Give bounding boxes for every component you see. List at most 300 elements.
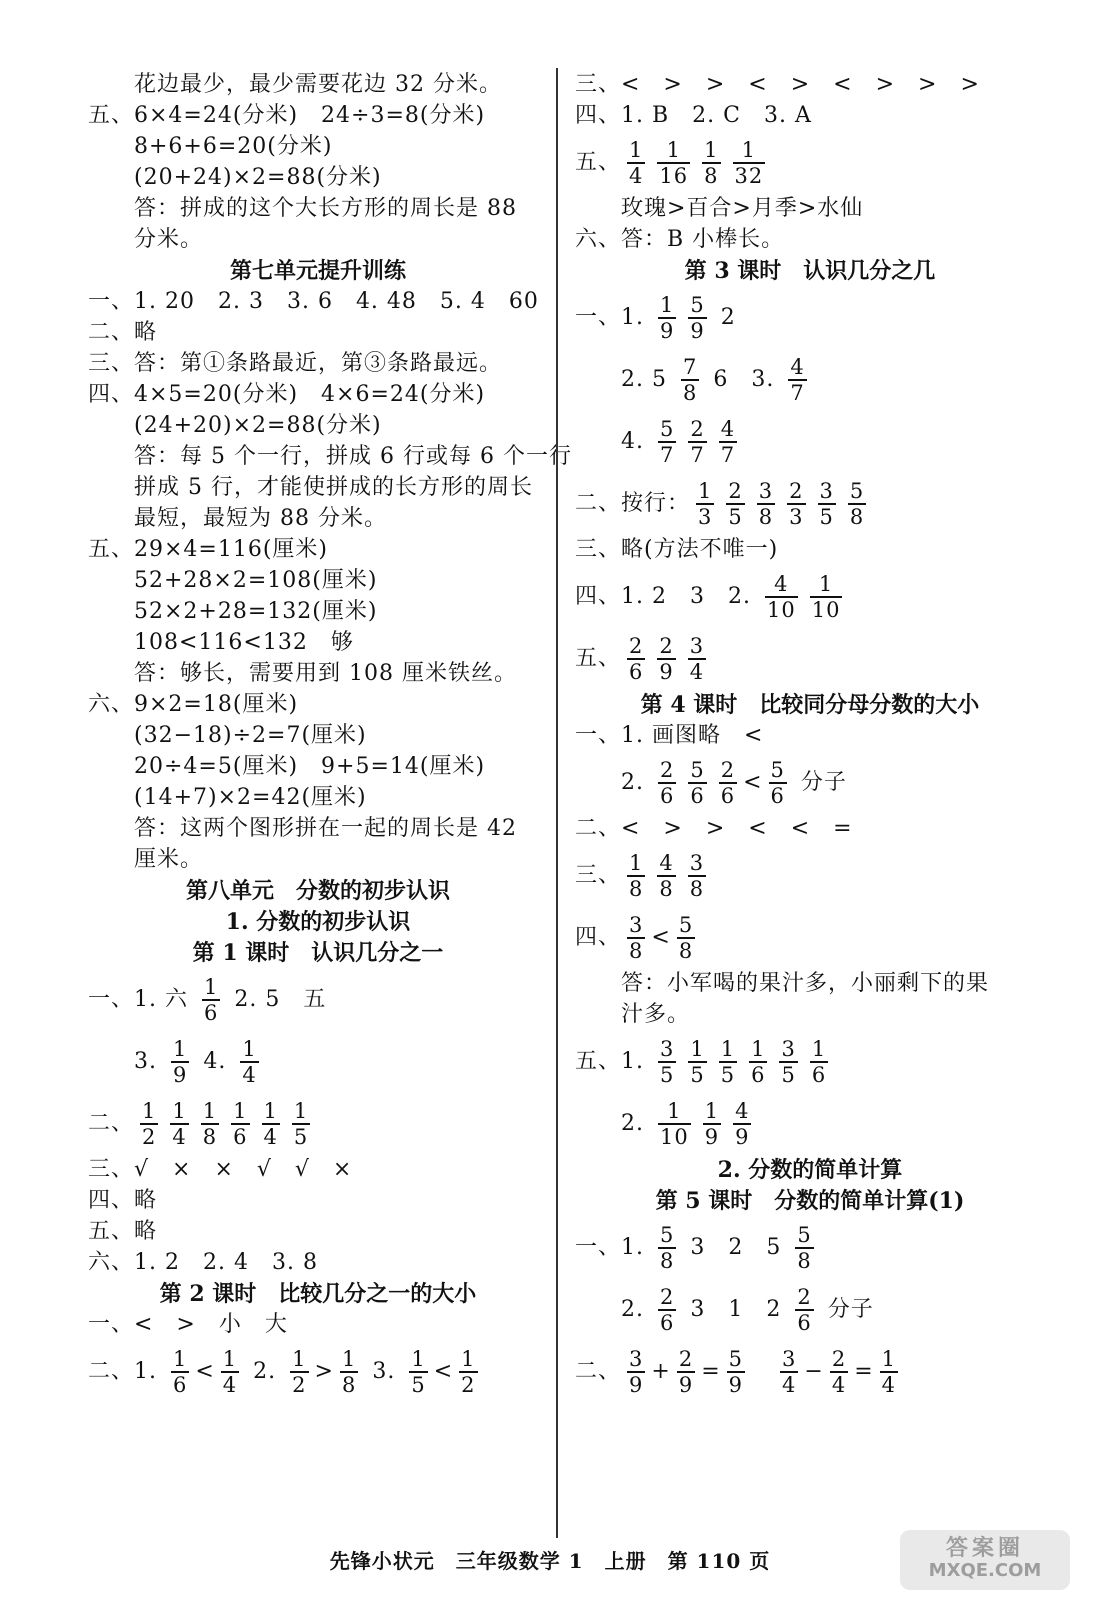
- fraction-numerator: 3: [629, 913, 644, 937]
- fraction: [290, 1347, 308, 1397]
- answer-text: 五、: [575, 646, 622, 671]
- fraction-numerator: 5: [797, 1223, 812, 1247]
- fraction: [780, 1347, 798, 1397]
- watermark-logo: [900, 1530, 1070, 1590]
- fraction-denominator: 8: [797, 1249, 812, 1273]
- answer-line: [88, 380, 548, 411]
- answer-line: [88, 690, 548, 721]
- fraction: [627, 913, 645, 963]
- fraction-denominator: 6: [172, 1373, 188, 1397]
- section-heading: [575, 1186, 1045, 1217]
- answer-line: [575, 194, 1045, 225]
- fraction: [726, 479, 744, 529]
- answer-text: 2. 5: [621, 367, 675, 392]
- answer-text: =: [854, 1359, 874, 1384]
- fraction: [788, 355, 806, 405]
- fraction-denominator: 8: [758, 505, 774, 529]
- answer-text: 三、略(方法不唯一): [575, 537, 779, 562]
- answer-text: 4.: [621, 429, 652, 454]
- fraction-denominator: 6: [233, 1125, 248, 1149]
- answer-line: [88, 504, 548, 535]
- fraction-numerator: 2: [678, 1347, 694, 1371]
- fraction-denominator: 8: [659, 1249, 675, 1273]
- answer-line: [88, 1341, 548, 1403]
- fraction-numerator: 1: [751, 1037, 766, 1061]
- fraction-numerator: 3: [689, 634, 705, 658]
- fraction-denominator: 7: [720, 443, 736, 467]
- answer-line: [88, 1310, 548, 1341]
- section-heading: [88, 256, 548, 287]
- fraction-numerator: 7: [682, 355, 698, 379]
- fraction: [757, 479, 775, 529]
- fraction-numerator: 1: [172, 1037, 188, 1061]
- fraction-denominator: 4: [689, 660, 705, 684]
- fraction-denominator: 6: [720, 784, 736, 808]
- fraction: [201, 1099, 219, 1149]
- answer-text: 一、1. 20 2. 3 3. 6 4. 48 5. 4 60: [88, 289, 539, 314]
- answer-text: 6 3.: [705, 367, 783, 392]
- fraction-denominator: 7: [659, 443, 675, 467]
- answer-text: 四、1. 2 3 2.: [575, 584, 759, 609]
- answer-text: 答：拼成的这个大长方形的周长是 88: [134, 196, 517, 221]
- page-footer: 先锋小状元 三年级数学 1 上册 第 110 页: [329, 1549, 771, 1573]
- answer-line: [575, 1341, 1045, 1403]
- answer-text: (14+7)×2=42(厘米): [134, 785, 367, 810]
- answer-text: +: [651, 1359, 671, 1384]
- answer-text: 二、: [575, 1359, 622, 1384]
- answer-text: 2. 5 五: [226, 987, 327, 1012]
- fraction: [719, 417, 737, 467]
- fraction-numerator: 1: [659, 293, 675, 317]
- fraction-denominator: 6: [659, 784, 675, 808]
- fraction: [779, 1037, 797, 1087]
- fraction: [688, 417, 706, 467]
- answer-text: 花边最少，最少需要花边 32 分米。: [134, 72, 502, 97]
- fraction: [688, 293, 706, 343]
- fraction-numerator: 1: [222, 1347, 238, 1371]
- fraction-numerator: 5: [770, 758, 785, 782]
- fraction-denominator: 6: [811, 1063, 827, 1087]
- answer-text: 一、1.: [575, 1235, 652, 1260]
- answer-text: 2.: [621, 1297, 652, 1322]
- fraction-numerator: 1: [704, 138, 719, 162]
- answer-text: 2.: [621, 1111, 652, 1136]
- answer-line: [88, 814, 548, 845]
- answer-line: [88, 349, 548, 380]
- answer-text: 一、1. 六: [88, 987, 196, 1012]
- fraction-denominator: 5: [411, 1373, 426, 1397]
- fraction-numerator: 2: [659, 758, 675, 782]
- fraction-denominator: 8: [202, 1125, 218, 1149]
- answer-line: [88, 194, 548, 225]
- fraction-denominator: 8: [629, 939, 644, 963]
- answer-text: 四、1. B 2. C 3. A: [575, 103, 812, 128]
- fraction: [658, 1037, 676, 1087]
- answer-line: [575, 1000, 1045, 1031]
- fraction: [848, 479, 866, 529]
- answer-text: 3.: [364, 1359, 404, 1384]
- answer-text: 二、1.: [88, 1359, 165, 1384]
- fraction: [681, 355, 699, 405]
- fraction: [409, 1347, 427, 1397]
- watermark-text: 答案圈: [945, 1536, 1024, 1561]
- fraction-denominator: 5: [781, 1063, 796, 1087]
- fraction-denominator: 9: [704, 1125, 720, 1149]
- fraction: [657, 851, 675, 901]
- answer-line: [88, 132, 548, 163]
- fraction-denominator: 32: [734, 164, 764, 188]
- fraction: [240, 1037, 258, 1087]
- fraction-numerator: 1: [233, 1099, 248, 1123]
- answer-line: [88, 473, 548, 504]
- fraction-denominator: 4: [263, 1125, 278, 1149]
- fraction-numerator: 1: [341, 1347, 357, 1371]
- answer-line: [88, 442, 572, 473]
- fraction-numerator: 1: [263, 1099, 278, 1123]
- fraction: [658, 1285, 676, 1335]
- fraction: [688, 1037, 706, 1087]
- answer-line: [575, 721, 1045, 752]
- fraction-denominator: 2: [142, 1125, 157, 1149]
- fraction: [627, 851, 645, 901]
- answer-line: [88, 318, 548, 349]
- fraction-numerator: 3: [781, 1037, 796, 1061]
- fraction-numerator: 1: [690, 1037, 705, 1061]
- answer-text: 拼成 5 行，才能使拼成的长方形的周长: [134, 475, 533, 500]
- answer-text: (20+24)×2=88(分米): [134, 165, 382, 190]
- answer-text: 三、√ × × √ √ ×: [88, 1157, 353, 1182]
- fraction-numerator: 2: [659, 1285, 675, 1309]
- answer-text: 2.: [621, 770, 652, 795]
- fraction-denominator: 8: [341, 1373, 357, 1397]
- answer-line: [88, 70, 548, 101]
- answer-text: 一、1. 画图略 <: [575, 723, 764, 748]
- answer-text: 二、: [88, 1111, 135, 1136]
- answer-line: [575, 132, 1045, 194]
- fraction-denominator: 9: [172, 1063, 188, 1087]
- section-heading: [575, 690, 1045, 721]
- answer-line: [88, 721, 548, 752]
- fraction-numerator: 1: [818, 572, 834, 596]
- fraction-denominator: 7: [790, 381, 805, 405]
- fraction: [658, 1099, 691, 1149]
- fraction-denominator: 3: [698, 505, 713, 529]
- answer-text: 2. 分数的简单计算: [717, 1157, 903, 1183]
- fraction-numerator: 5: [690, 293, 705, 317]
- answer-line: [88, 1031, 548, 1093]
- fraction-numerator: 2: [720, 758, 736, 782]
- fraction-denominator: 9: [735, 1125, 750, 1149]
- fraction-numerator: 1: [242, 1037, 257, 1061]
- answer-text: 3 2 5: [682, 1235, 790, 1260]
- fraction-numerator: 3: [689, 851, 705, 875]
- fraction: [795, 1285, 813, 1335]
- answer-line: [575, 535, 1045, 566]
- fraction-denominator: 10: [766, 598, 796, 622]
- fraction-denominator: 4: [782, 1373, 797, 1397]
- fraction: [769, 758, 787, 808]
- answer-line: [88, 411, 548, 442]
- fraction-denominator: 9: [728, 1373, 744, 1397]
- answer-line: [88, 597, 548, 628]
- fraction: [202, 975, 220, 1025]
- answer-text: >: [314, 1359, 334, 1384]
- answer-line: [88, 287, 548, 318]
- fraction: [658, 758, 676, 808]
- answer-text: 分子: [819, 1297, 874, 1322]
- answer-text: 52+28×2=108(厘米): [134, 568, 378, 593]
- fraction-numerator: 1: [666, 138, 681, 162]
- fraction: [688, 634, 706, 684]
- fraction-denominator: 10: [811, 598, 841, 622]
- answer-line: [88, 752, 548, 783]
- section-heading: [575, 256, 1045, 287]
- answer-text: 答：这两个图形拼在一起的周长是 42: [134, 816, 517, 841]
- fraction-denominator: 9: [659, 319, 675, 343]
- answer-line: [575, 1031, 1045, 1093]
- fraction-numerator: 5: [659, 417, 675, 441]
- answer-line: [575, 287, 1045, 349]
- fraction: [658, 417, 676, 467]
- answer-text: 五、1.: [575, 1049, 652, 1074]
- answer-line: [575, 411, 1045, 473]
- answer-text: 20÷4=5(厘米) 9+5=14(厘米): [134, 754, 486, 779]
- fraction-numerator: 2: [789, 479, 804, 503]
- fraction: [688, 851, 706, 901]
- answer-line: [88, 535, 548, 566]
- fraction-denominator: 4: [222, 1373, 238, 1397]
- section-heading: [88, 876, 548, 907]
- fraction: [880, 1347, 898, 1397]
- answer-text: <: [743, 770, 763, 795]
- answer-line: [575, 752, 1045, 814]
- answer-line: [575, 814, 1045, 845]
- answer-line: [575, 225, 1045, 256]
- answer-text: 六、答：B 小棒长。: [575, 227, 785, 252]
- fraction-denominator: 8: [629, 877, 644, 901]
- answer-text: 二、< > > < < =: [575, 816, 853, 841]
- answer-line: [88, 1155, 548, 1186]
- fraction-denominator: 7: [690, 443, 705, 467]
- section-heading: [88, 907, 548, 938]
- fraction: [221, 1347, 239, 1397]
- fraction: [696, 479, 714, 529]
- fraction-denominator: 16: [659, 164, 689, 188]
- fraction-numerator: 1: [293, 1099, 309, 1123]
- answer-text: (24+20)×2=88(分米): [134, 413, 382, 438]
- fraction: [818, 479, 836, 529]
- fraction-numerator: 5: [690, 758, 705, 782]
- answer-text: 答：小军喝的果汁多，小丽剩下的果: [621, 971, 990, 996]
- fraction-denominator: 5: [720, 1063, 736, 1087]
- answer-text: 2: [712, 305, 736, 330]
- answer-text: 五、: [575, 150, 622, 175]
- fraction-numerator: 3: [819, 479, 834, 503]
- answer-line: [575, 473, 1045, 535]
- fraction: [677, 913, 695, 963]
- left-column: [88, 70, 572, 1403]
- answer-line: [88, 783, 548, 814]
- fraction: [657, 634, 675, 684]
- watermark-url: MXQE.COM: [928, 1560, 1042, 1581]
- answer-text: 第 2 课时 比较几分之一的大小: [159, 1281, 477, 1307]
- fraction-denominator: 6: [751, 1063, 766, 1087]
- section-heading: [575, 1155, 1045, 1186]
- answer-text: 3.: [134, 1049, 165, 1074]
- answer-line: [88, 1217, 548, 1248]
- answer-text: 第 3 课时 认识几分之几: [684, 258, 936, 284]
- answer-line: [88, 1248, 548, 1279]
- fraction-denominator: 5: [690, 1063, 705, 1087]
- answer-line: [575, 101, 1045, 132]
- answer-text: 六、9×2=18(厘米): [88, 692, 299, 717]
- fraction-denominator: 8: [849, 505, 865, 529]
- answer-text: 六、1. 2 2. 4 3. 8: [88, 1250, 318, 1275]
- answer-line: [575, 907, 1045, 969]
- answer-text: 答：每 5 个一行，拼成 6 行或每 6 个一行: [134, 444, 572, 469]
- answer-text: 厘米。: [134, 847, 204, 872]
- fraction-numerator: 5: [678, 913, 694, 937]
- fraction-denominator: 10: [659, 1125, 689, 1149]
- fraction-numerator: 5: [849, 479, 865, 503]
- answer-text: (32−18)÷2=7(厘米): [134, 723, 367, 748]
- answer-text: 四、4×5=20(分米) 4×6=24(分米): [88, 382, 486, 407]
- fraction: [262, 1099, 280, 1149]
- fraction: [727, 1347, 745, 1397]
- column-divider: [556, 68, 558, 1538]
- fraction: [658, 1223, 676, 1273]
- answer-line: [88, 969, 548, 1031]
- fraction-numerator: 1: [629, 138, 644, 162]
- answer-text: 三、< > > < > < > > >: [575, 72, 980, 97]
- fraction-denominator: 9: [690, 319, 705, 343]
- fraction-denominator: 6: [690, 784, 705, 808]
- answer-text: −: [804, 1359, 824, 1384]
- fraction: [140, 1099, 158, 1149]
- answer-text: 汁多。: [621, 1002, 691, 1027]
- fraction-numerator: 4: [774, 572, 789, 596]
- fraction: [657, 138, 690, 188]
- fraction: [170, 1099, 188, 1149]
- answer-text: 108<116<132 够: [134, 630, 354, 655]
- answer-text: =: [701, 1359, 721, 1384]
- answer-text: 四、略: [88, 1188, 158, 1213]
- fraction: [795, 1223, 813, 1273]
- fraction: [627, 1347, 645, 1397]
- fraction-numerator: 1: [698, 479, 713, 503]
- fraction: [749, 1037, 767, 1087]
- fraction: [810, 1037, 828, 1087]
- fraction-denominator: 8: [659, 877, 674, 901]
- fraction-numerator: 2: [690, 417, 705, 441]
- answer-line: [575, 566, 1045, 628]
- fraction: [677, 1347, 695, 1397]
- fraction-denominator: 2: [461, 1373, 476, 1397]
- answer-line: [575, 1217, 1045, 1279]
- fraction: [765, 572, 798, 622]
- answer-text: 一、< > 小 大: [88, 1312, 288, 1337]
- fraction-denominator: 2: [292, 1373, 307, 1397]
- fraction-denominator: 4: [881, 1373, 897, 1397]
- answer-line: [575, 1279, 1045, 1341]
- answer-text: 四、: [575, 925, 622, 950]
- section-heading: [88, 938, 548, 969]
- fraction: [171, 1037, 189, 1087]
- fraction-numerator: 5: [659, 1223, 675, 1247]
- fraction-numerator: 1: [811, 1037, 827, 1061]
- fraction-numerator: 1: [704, 1099, 720, 1123]
- fraction: [171, 1347, 189, 1397]
- answer-line: [575, 70, 1045, 101]
- fraction-denominator: 9: [629, 1373, 644, 1397]
- answer-line: [88, 845, 548, 876]
- answer-text: 分米。: [134, 227, 204, 252]
- fraction: [688, 758, 706, 808]
- fraction: [719, 758, 737, 808]
- fraction-denominator: 5: [659, 1063, 675, 1087]
- fraction-numerator: 2: [831, 1347, 847, 1371]
- fraction-numerator: 1: [667, 1099, 682, 1123]
- answer-text: <: [651, 925, 671, 950]
- fraction: [292, 1099, 310, 1149]
- fraction-denominator: 3: [789, 505, 804, 529]
- fraction: [787, 479, 805, 529]
- fraction: [733, 1099, 751, 1149]
- answer-text: 三、答：第①条路最近，第③条路最远。: [88, 351, 503, 376]
- answer-text: <: [433, 1359, 454, 1384]
- answer-text: 二、按行：: [575, 491, 691, 516]
- fraction-numerator: 5: [728, 1347, 744, 1371]
- fraction-numerator: 3: [659, 1037, 675, 1061]
- fraction: [702, 138, 720, 188]
- fraction-numerator: 1: [172, 1099, 187, 1123]
- answer-text: 二、略: [88, 320, 158, 345]
- fraction-numerator: 3: [782, 1347, 797, 1371]
- fraction-denominator: 9: [678, 1373, 694, 1397]
- fraction: [719, 1037, 737, 1087]
- fraction-numerator: 4: [790, 355, 805, 379]
- fraction-numerator: 4: [735, 1099, 750, 1123]
- answer-line: [88, 628, 548, 659]
- answer-text: 1. 分数的初步认识: [225, 909, 411, 935]
- answer-line: [88, 163, 548, 194]
- answer-line: [575, 1093, 1045, 1155]
- fraction-denominator: 8: [682, 381, 698, 405]
- fraction: [627, 634, 645, 684]
- fraction-numerator: 1: [172, 1347, 188, 1371]
- answer-text: 五、6×4=24(分米) 24÷3=8(分米): [88, 103, 486, 128]
- fraction-numerator: 3: [629, 1347, 644, 1371]
- answer-text: 答：够长，需要用到 108 厘米铁丝。: [134, 661, 517, 686]
- fraction-denominator: 4: [629, 164, 644, 188]
- fraction-denominator: 8: [678, 939, 694, 963]
- fraction-denominator: 5: [819, 505, 834, 529]
- answer-text: 五、29×4=116(厘米): [88, 537, 329, 562]
- fraction-denominator: 5: [293, 1125, 309, 1149]
- answer-text: 第七单元提升训练: [229, 258, 406, 284]
- fraction-numerator: 2: [659, 634, 674, 658]
- fraction-numerator: 1: [411, 1347, 426, 1371]
- answer-line: [575, 969, 1045, 1000]
- answer-line: [88, 566, 548, 597]
- section-heading: [88, 1279, 548, 1310]
- fraction-denominator: 6: [203, 1001, 219, 1025]
- fraction-denominator: 5: [728, 505, 743, 529]
- fraction-numerator: 3: [758, 479, 774, 503]
- answer-text: 8+6+6=20(分米): [134, 134, 333, 159]
- fraction-numerator: 1: [720, 1037, 736, 1061]
- fraction: [703, 1099, 721, 1149]
